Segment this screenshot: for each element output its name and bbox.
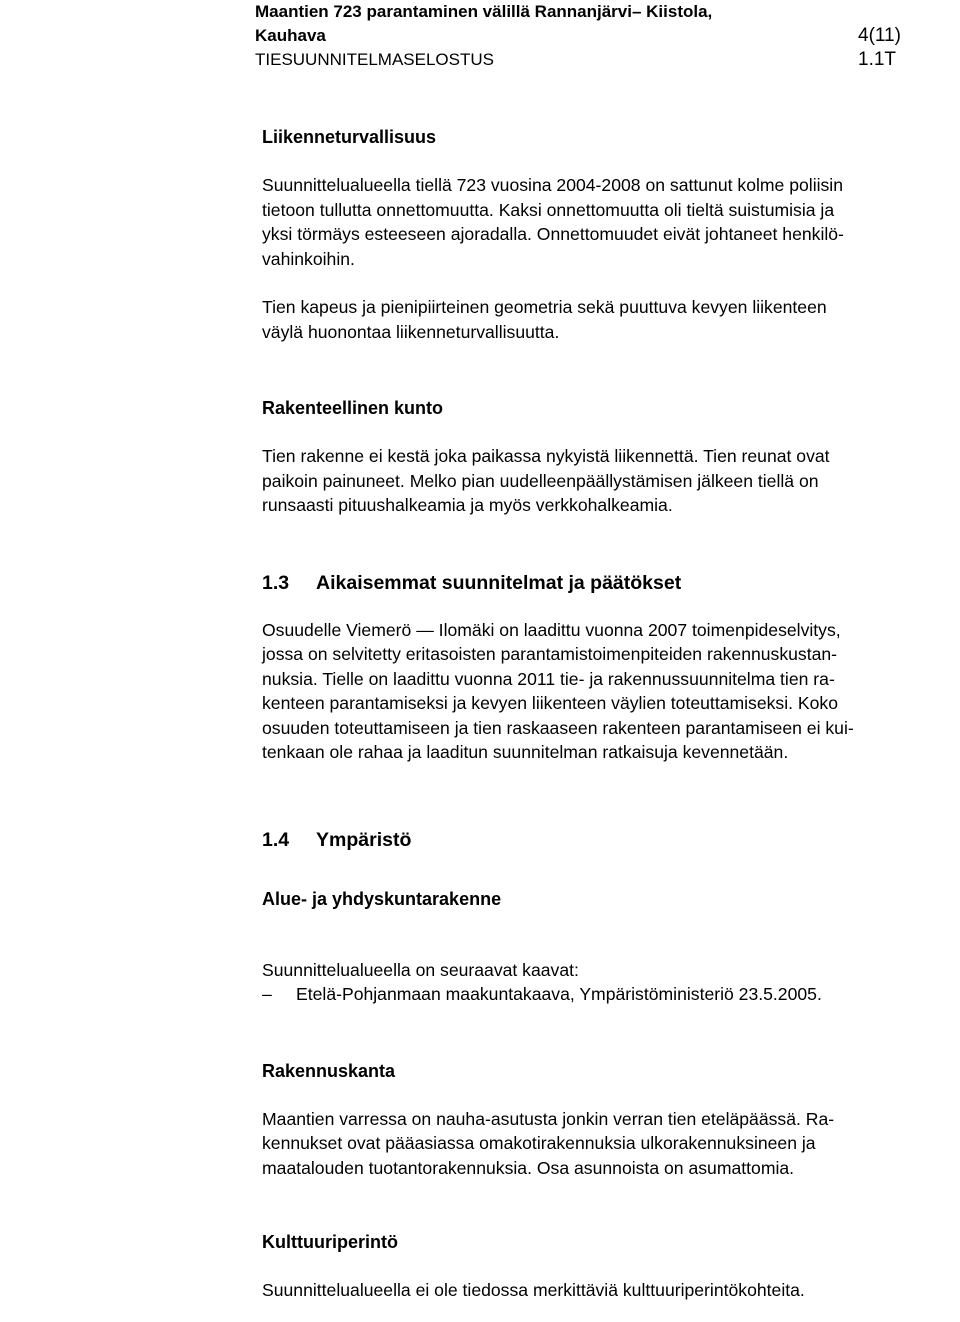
heading-ymparisto [262, 827, 960, 853]
paragraph-geometry [262, 295, 960, 344]
text-line: Suunnittelualueella tiellä 723 vuosina 2004-2008 on sattunut kolme poliisin [262, 175, 843, 195]
heading-aikaisemmat [262, 570, 960, 596]
paragraph-previous-plans [262, 618, 960, 765]
header-spacer [858, 0, 901, 24]
page-header [255, 0, 712, 72]
list-item-text: Etelä-Pohjanmaan maakuntakaava, Ympäristöministeriö 23.5.2005. [296, 984, 822, 1004]
list-dash: – [262, 984, 272, 1004]
page-header-right [858, 0, 901, 72]
text-line: vahinkoihin. [262, 248, 355, 269]
text-line: Osuudelle Viemerö — Ilomäki on laadittu vuonna 2007 toimenpideselvitys, [262, 619, 841, 640]
text-line: Tien kapeus ja pienipiirteinen geometria sekä puuttuva kevyen liikenteen [262, 297, 827, 317]
heading-rakenteellinen-kunto: Rakenteellinen kunto [262, 398, 444, 418]
list-item [262, 982, 960, 1007]
text-line: Maantien varressa on nauha-asutusta jonkin verran tien eteläpäässä. Ra- [262, 1108, 835, 1129]
header-project-title: Maantien 723 parantaminen välillä Rannanjärvi– Kiistola, [255, 2, 713, 21]
text-line: nuksia. Tielle on laadittu vuonna 2011 tie- ja rakennussuunnitelma tien ra- [262, 668, 835, 689]
text-line: paikoin painuneet. Melko pian uudelleenpäällystämisen jälkeen tiellä on [262, 470, 819, 491]
section-number: 1.3 [262, 571, 290, 594]
heading-kulttuuriperinto: Kulttuuriperintö [262, 1232, 398, 1252]
heading-alue-yhdyskuntarakenne: Alue- ja yhdyskuntarakenne [262, 888, 502, 909]
document-body [262, 125, 960, 1303]
text-line: tenkaan ole rahaa ja laaditun suunnitelman ratkaisuja kevennetään. [262, 742, 789, 762]
text-line: jossa on selvitetty eritasoisten parantamistoimenpiteiden rakennuskustan- [262, 644, 838, 664]
heading-liikenneturvallisuus: Liikenneturvallisuus [262, 127, 437, 147]
paragraph-cultural-heritage: Suunnittelualueella ei ole tiedossa merkittäviä kulttuuriperintökohteita. [262, 1280, 805, 1300]
document-code: 1.1T [858, 49, 897, 70]
section-number: 1.4 [262, 828, 290, 851]
text-line: Tien rakenne ei kestä joka paikassa nykyistä liikennettä. Tien reunat ovat [262, 446, 830, 466]
text-line: tietoon tullutta onnettomuutta. Kaksi onnettomuutta oli tieltä suistumisia ja [262, 199, 835, 220]
page-number: 4(11) [858, 25, 901, 46]
text-line: maatalouden tuotantorakennuksia. Osa asunnoista on asumattomia. [262, 1157, 795, 1178]
paragraph-structure [262, 444, 960, 518]
section-title: Ympäristö [316, 828, 412, 851]
text-line: yksi törmäys esteeseen ajoradalla. Onnettomuudet eivät johtaneet henkilö- [262, 224, 844, 244]
text-line: kenteen parantamiseksi ja kevyen liikenteen väylien toteuttamiseksi. Koko [262, 693, 839, 713]
paragraph-accidents [262, 173, 960, 271]
paragraph-plans-intro: Suunnittelualueella on seuraavat kaavat: [262, 959, 579, 980]
header-municipality: Kauhava [255, 26, 326, 45]
section-title: Aikaisemmat suunnitelmat ja päätökset [316, 571, 682, 594]
text-line: runsaasti pituushalkeamia ja myös verkkohalkeamia. [262, 495, 673, 515]
text-line: väylä huonontaa liikenneturvallisuutta. [262, 321, 560, 342]
paragraph-buildings [262, 1107, 960, 1181]
heading-rakennuskanta: Rakennuskanta [262, 1060, 396, 1081]
text-line: kennukset ovat pääasiassa omakotirakennuksia ulkorakennuksineen ja [262, 1133, 816, 1153]
header-document-type: TIESUUNNITELMASELOSTUS [255, 50, 494, 69]
text-line: osuuden toteuttamiseen ja tien raskaaseen rakenteen parantamiseen ei kui- [262, 717, 854, 738]
